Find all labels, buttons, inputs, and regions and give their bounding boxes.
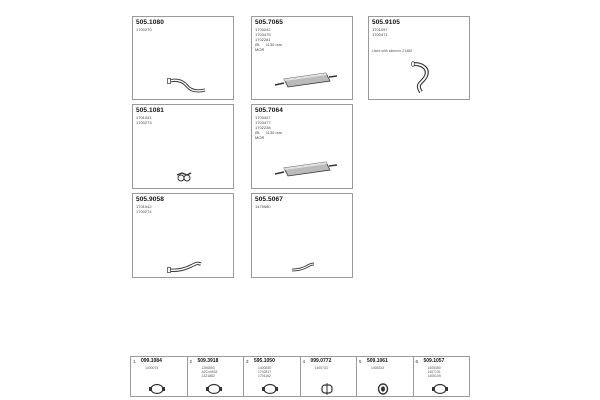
part-card (132, 104, 234, 189)
part-reference-numbers: 1701041 1700273 (136, 115, 152, 125)
gasket-icon (373, 383, 393, 395)
s-bend-pipe-icon (409, 61, 435, 95)
accessory-index: 2 (189, 359, 193, 364)
clamp-ring-icon (147, 383, 167, 395)
accessory-cell (301, 357, 358, 396)
bent-pipe-icon (290, 260, 316, 274)
accessory-index: 6 (415, 359, 419, 364)
part-number: 505.7064 (255, 107, 283, 114)
accessories-strip (130, 356, 470, 397)
part-number: 505.1080 (136, 19, 164, 26)
accessory-reference-numbers: 1400830 1702817 1701162 (258, 366, 272, 378)
part-card (251, 193, 353, 278)
accessory-reference-numbers: 1400733 (314, 366, 328, 370)
pipe-clamp-icon (175, 169, 193, 183)
accessory-part-number: 509.3918 (197, 358, 219, 364)
accessory-cell (357, 357, 414, 396)
accessory-part-number: 099.0772 (310, 358, 332, 364)
accessory-reference-numbers: 1256853 A2Cx4533 1321882 (201, 366, 218, 378)
accessory-cell (414, 357, 470, 396)
part-note: Used with silencer 21480 (372, 49, 413, 53)
part-card (132, 193, 234, 278)
part-number: 505.7065 (255, 19, 283, 26)
accessory-reference-numbers: 1405333 (371, 366, 385, 370)
accessory-index: 5 (359, 359, 362, 364)
accessory-part-number: 509.1057 (423, 358, 445, 364)
part-number: 505.9105 (372, 19, 400, 26)
part-reference-numbers: 1701097 1700471 (372, 27, 388, 37)
silencer-icon (274, 157, 338, 181)
accessory-part-number: 509.1061 (367, 358, 388, 364)
part-reference-numbers: 1703447 1703477 1702238 ØL 1130 mm MOR (255, 115, 283, 140)
part-reference-numbers: 1701042 1700274 (136, 204, 152, 214)
accessory-reference-numbers: 1405480 1407131 1405105 (427, 366, 441, 378)
accessory-part-number: 595.1050 (254, 358, 275, 364)
part-card (132, 16, 234, 100)
accessory-index: 3 (246, 359, 249, 364)
clamp-ring-icon (260, 383, 280, 395)
accessory-cell (131, 357, 188, 396)
accessory-reference-numbers: 1400075 (145, 366, 159, 370)
bent-pipe-icon (167, 260, 203, 274)
bent-pipe-icon (167, 77, 207, 95)
accessory-cell (244, 357, 301, 396)
accessory-cell (188, 357, 245, 396)
part-card (251, 16, 353, 100)
part-card (368, 16, 470, 100)
part-reference-numbers: 1700270 (136, 27, 152, 32)
clamp-ring-icon (204, 383, 224, 395)
part-number: 505.1081 (136, 107, 164, 114)
accessory-part-number: 099.1084 (141, 358, 162, 364)
part-number: 505.5067 (255, 196, 283, 203)
clamp-ring-icon (430, 383, 450, 395)
part-reference-numbers: 1475580 (255, 204, 271, 209)
rubber-hanger-icon (317, 383, 337, 395)
part-card (251, 104, 353, 189)
accessory-index: 4 (302, 359, 306, 364)
part-reference-numbers: 1703242 1703475 1702281 ØL 1130 mm MOR (255, 27, 283, 52)
silencer-icon (274, 69, 338, 93)
accessory-index: 1 (133, 359, 136, 364)
part-number: 505.9058 (136, 196, 164, 203)
